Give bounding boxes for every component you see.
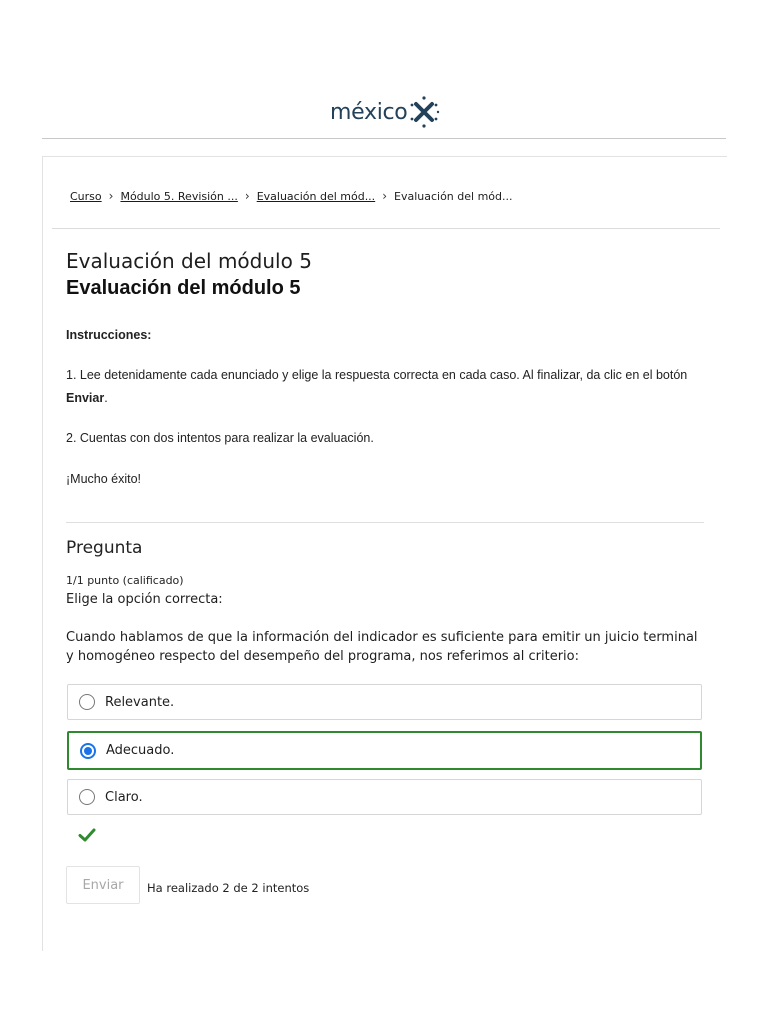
logo-text: méxico <box>330 99 408 125</box>
breadcrumb-separator-icon: › <box>108 189 114 203</box>
choice-adecuado[interactable] <box>67 731 702 770</box>
mexicox-star-icon <box>408 94 440 130</box>
step-1-end: . <box>104 391 108 405</box>
instructions-step-2: 2. Cuentas con dos intentos para realizar la evaluación. <box>66 431 374 445</box>
site-header <box>0 0 768 138</box>
instructions-closing: ¡Mucho éxito! <box>66 472 142 486</box>
choice-label: Adecuado. <box>106 743 175 758</box>
instructions-step-1 <box>66 364 706 410</box>
problem-heading: Pregunta <box>66 538 143 558</box>
breadcrumb-separator-icon: › <box>382 189 387 203</box>
problem-question: Cuando hablamos de que la información del indicador es suficiente para emitir un juicio terminal y homogéneo respecto del desempeño del programa, nos referimos al criterio: <box>66 630 698 664</box>
step-1-bold: Enviar <box>66 391 105 405</box>
instructions-heading <box>66 324 706 347</box>
breadcrumb-link-course[interactable]: Curso <box>70 189 102 203</box>
unit-title: Evaluación del módulo 5 <box>66 249 312 273</box>
breadcrumb-separator-icon: › <box>244 189 250 203</box>
section-divider <box>66 522 704 523</box>
problem-points: 1/1 punto (calificado) <box>66 574 184 587</box>
radio-button[interactable] <box>79 789 95 805</box>
mexicox-logo[interactable] <box>330 92 440 132</box>
radio-button-checked[interactable] <box>80 743 96 759</box>
breadcrumb-divider <box>52 228 720 229</box>
choice-label: Claro. <box>105 789 143 805</box>
breadcrumb <box>70 188 513 204</box>
radio-button[interactable] <box>79 694 95 710</box>
choice-label: Relevante. <box>105 694 175 710</box>
problem-prompt: Elige la opción correcta: <box>66 592 223 607</box>
breadcrumb-current: Evaluación del mód... <box>394 189 513 203</box>
instructions-heading-text: Instrucciones: <box>66 328 152 342</box>
choice-relevante[interactable] <box>67 684 702 720</box>
submit-button[interactable]: Enviar <box>66 866 140 904</box>
breadcrumb-link-section[interactable]: Evaluación del mód... <box>256 189 376 203</box>
unit-subtitle: Evaluación del módulo 5 <box>66 277 301 299</box>
header-divider <box>42 138 726 139</box>
step-1-text: 1. Lee detenidamente cada enunciado y elige la respuesta correcta en cada caso. Al finalizar, da clic en el botón <box>66 368 688 382</box>
choice-claro[interactable] <box>67 779 702 815</box>
course-content-panel <box>42 156 727 951</box>
checkmark-icon <box>78 826 96 844</box>
breadcrumb-link-module[interactable]: Módulo 5. Revisión ... <box>120 189 238 203</box>
attempts-text: Ha realizado 2 de 2 intentos <box>147 881 310 895</box>
